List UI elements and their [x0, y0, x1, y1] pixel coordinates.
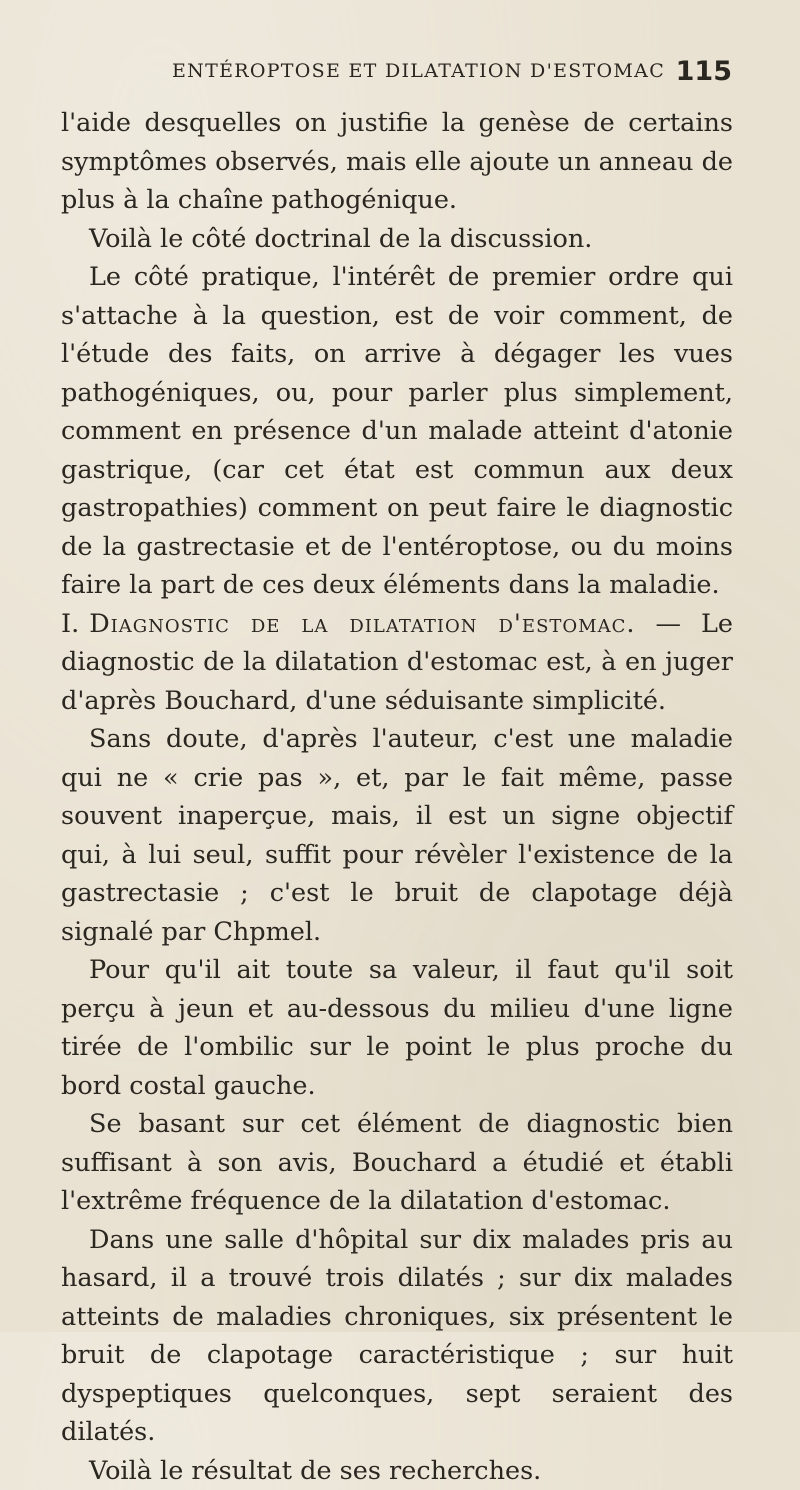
paragraph: l'aide desquelles on justifie la genèse de certains symptômes observés, mais elle ajoute un anneau de plus à la chaîne pathogénique. [61, 104, 733, 220]
section-text: — Le diagnostic de la dilatation d'estomac est, à en juger d'après Bouchard, d'une séduisante simplicité. [61, 609, 733, 716]
paragraph: Le côté pratique, l'intérêt de premier ordre qui s'attache à la question, est de voir comment, de l'étude des faits, on arrive à dégager les vues pathogéniques, ou, pour parler plus simplement, comment en présence d'un malade atteint d'atonie gastrique, (car cet état est commun aux deux gastropathies) comment on peut faire le diagnostic de la gastrectasie et de l'entéroptose, ou du moins faire la part de ces deux éléments dans la maladie. [61, 258, 733, 605]
paragraph: Se basant sur cet élément de diagnostic bien suffisant à son avis, Bouchard a étudié et établi l'extrême fréquence de la dilatation d'estomac. [61, 1105, 733, 1221]
paragraph: Dans une salle d'hôpital sur dix malades pris au hasard, il a trouvé trois dilatés ; sur dix malades atteints de maladies chroniques, six présentent le bruit de clapotage caractéristique ; sur huit dyspeptiques quelconques, sept seraient des dilatés. [61, 1221, 733, 1452]
body-text [61, 104, 733, 1490]
paragraph: Voilà le côté doctrinal de la discussion. [61, 220, 733, 259]
paragraph: Pour qu'il ait toute sa valeur, il faut qu'il soit perçu à jeun et au-dessous du milieu d'une ligne tirée de l'ombilic sur le point le plus proche du bord costal gauche. [61, 951, 733, 1105]
running-head [60, 56, 732, 90]
section-paragraph [61, 605, 733, 721]
page-number: 115 [676, 56, 732, 87]
paragraph: Voilà le résultat de ses recherches. [61, 1452, 733, 1490]
section-number: I. [61, 609, 79, 639]
running-title: ENTÉROPTOSE ET DILATATION D'ESTOMAC [172, 60, 665, 82]
paragraph: Sans doute, d'après l'auteur, c'est une maladie qui ne « crie pas », et, par le fait même, passe souvent inaperçue, mais, il est un signe objectif qui, à lui seul, suffit pour révèler l'existence de la gastrectasie ; c'est le bruit de clapotage déjà signalé par Chpmel. [61, 720, 733, 951]
section-title: Diagnostic de la dilatation d'estomac. [89, 609, 635, 639]
